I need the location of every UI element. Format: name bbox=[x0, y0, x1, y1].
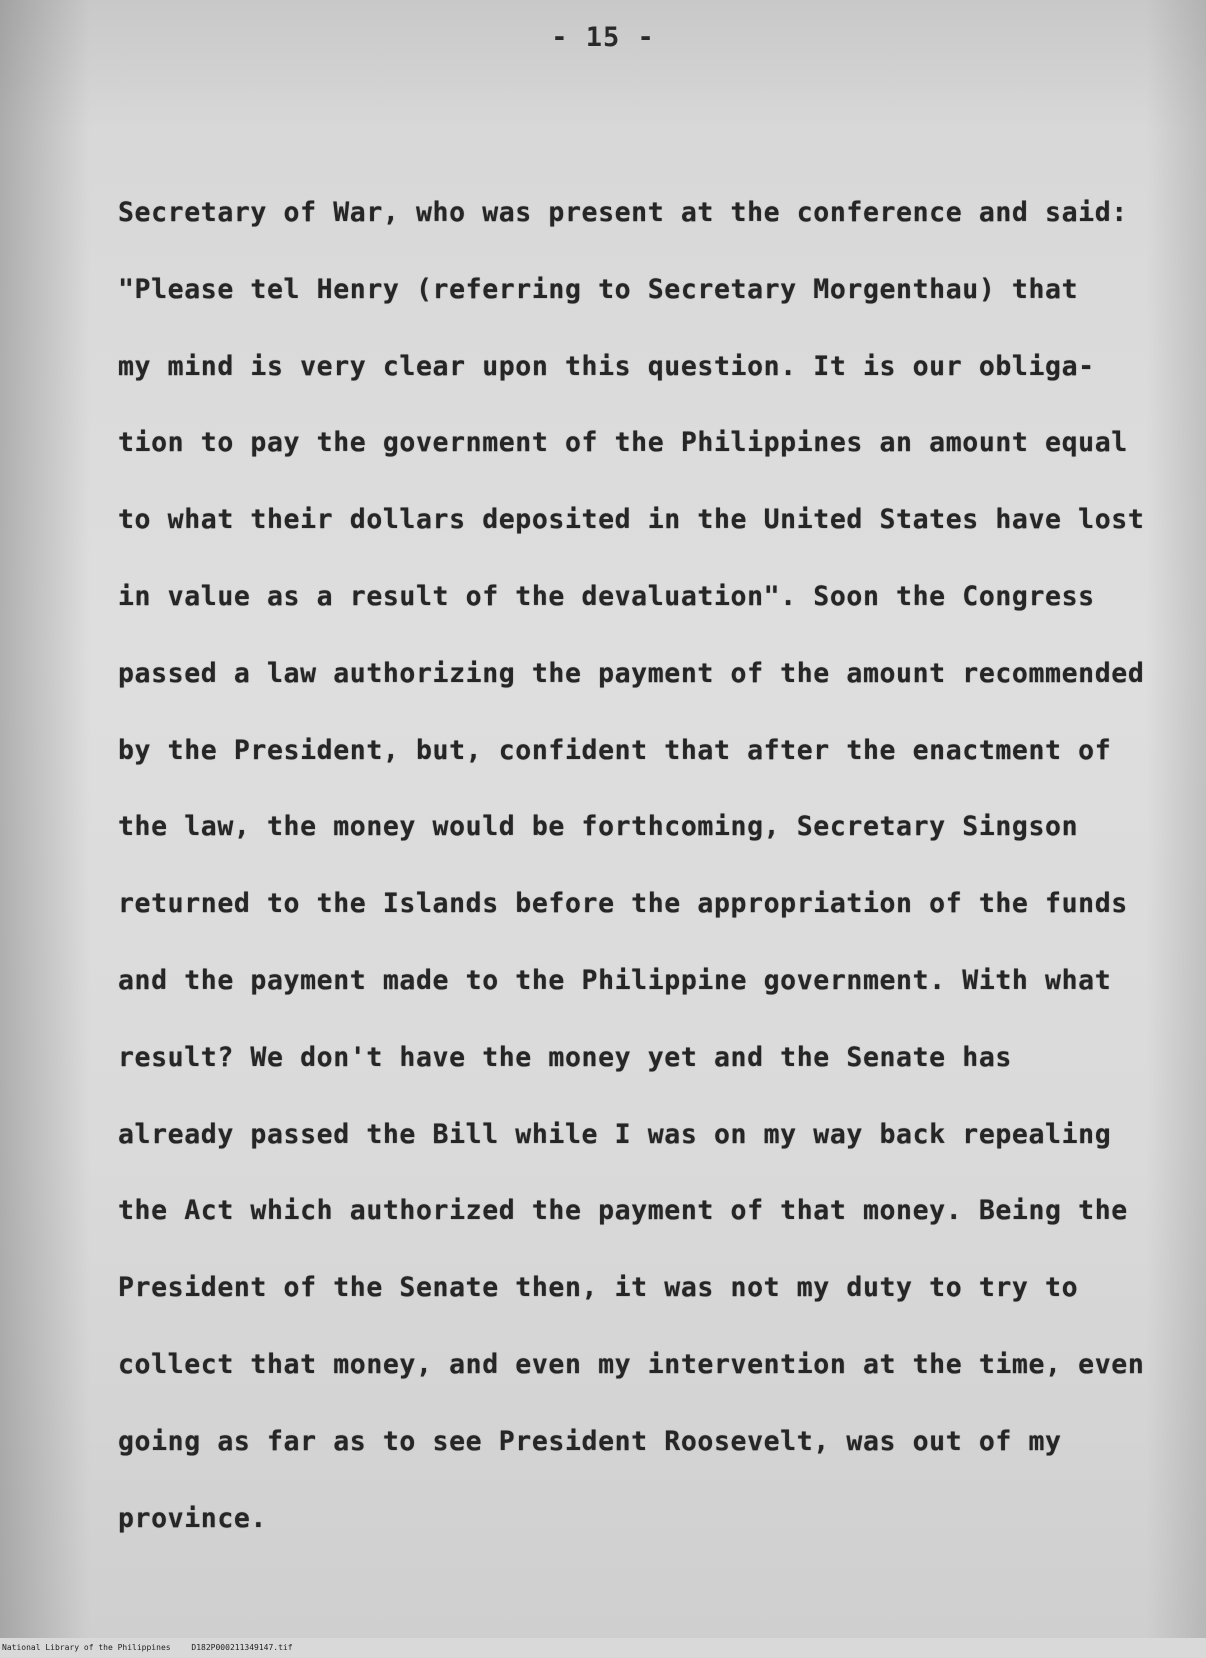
scan-shadow-left bbox=[0, 0, 90, 1638]
text-line: to what their dollars deposited in the United States have lost bbox=[118, 504, 1145, 536]
text-line: result? We don't have the money yet and the Senate has bbox=[118, 1041, 1012, 1073]
text-line: already passed the Bill while I was on my way back repealing bbox=[118, 1118, 1112, 1150]
text-line: my mind is very clear upon this question. It is our obliga- bbox=[118, 350, 1095, 382]
footer-file-id: D182P000211349147.tif bbox=[191, 1643, 293, 1652]
text-line: collect that money, and even my intervention at the time, even bbox=[118, 1348, 1145, 1380]
text-line: and the payment made to the Philippine government. With what bbox=[118, 964, 1112, 996]
text-line: the Act which authorized the payment of that money. Being the bbox=[118, 1195, 1128, 1227]
footer-source: National Library of the Philippines bbox=[2, 1643, 171, 1652]
text-line: Secretary of War, who was present at the conference and said: bbox=[118, 197, 1128, 228]
text-line: the law, the money would be forthcoming, Secretary Singson bbox=[118, 811, 1079, 843]
text-line: returned to the Islands before the appropriation of the funds bbox=[118, 888, 1128, 920]
text-line: passed a law authorizing the payment of the amount recommended bbox=[118, 657, 1145, 689]
text-line: in value as a result of the devaluation". Soon the Congress bbox=[118, 580, 1095, 612]
text-line: by the President, but, confident that after the enactment of bbox=[118, 734, 1112, 766]
page-number: - 15 - bbox=[551, 22, 655, 53]
text-line: President of the Senate then, it was not my duty to try to bbox=[118, 1272, 1079, 1304]
text-line: province. bbox=[118, 1502, 267, 1534]
text-line: tion to pay the government of the Philippines an amount equal bbox=[118, 427, 1128, 459]
text-line: going as far as to see President Roosevelt, was out of my bbox=[118, 1425, 1062, 1457]
body-paragraph bbox=[118, 195, 1145, 1577]
text-line: "Please tel Henry (referring to Secretary Morgenthau) that bbox=[118, 273, 1079, 305]
scan-footer bbox=[2, 1643, 293, 1652]
scan-shadow-right bbox=[1146, 0, 1206, 1638]
